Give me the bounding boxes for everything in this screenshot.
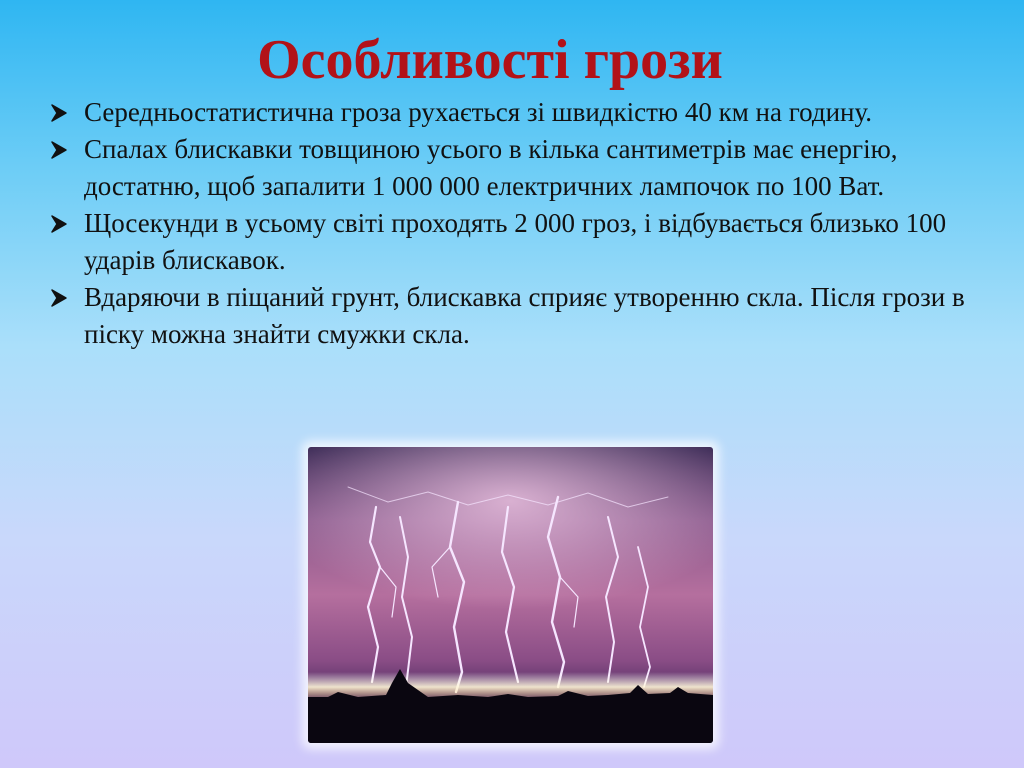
bullet-item <box>44 205 994 279</box>
bullet-text: Вдаряючи в піщаний грунт, блискавка сприяє утворенню скла. Після грози в піску можна знайти смужки скла. <box>84 282 965 349</box>
bullet-text: Середньостатистична гроза рухається зі швидкістю 40 км на годину. <box>84 97 873 127</box>
bullet-list <box>44 94 994 353</box>
arrow-right-icon <box>48 94 74 131</box>
lightning-illustration <box>308 447 713 743</box>
bullet-item <box>44 94 994 131</box>
bullet-text: Спалах блискавки товщиною усього в кілька сантиметрів має енергію, достатню, щоб запалити 1 000 000 електричних лампочок по 100 Ват. <box>84 134 898 201</box>
lightning-photo <box>308 447 713 743</box>
bullet-item <box>44 279 994 353</box>
slide-title: Особливості грози <box>257 29 723 91</box>
bullet-item <box>44 131 994 205</box>
arrow-right-icon <box>48 131 74 168</box>
bullet-text: Щосекунди в усьому світі проходять 2 000 гроз, і відбувається близько 100 ударів блискавок. <box>84 208 947 275</box>
arrow-right-icon <box>48 279 74 316</box>
arrow-right-icon <box>48 205 74 242</box>
